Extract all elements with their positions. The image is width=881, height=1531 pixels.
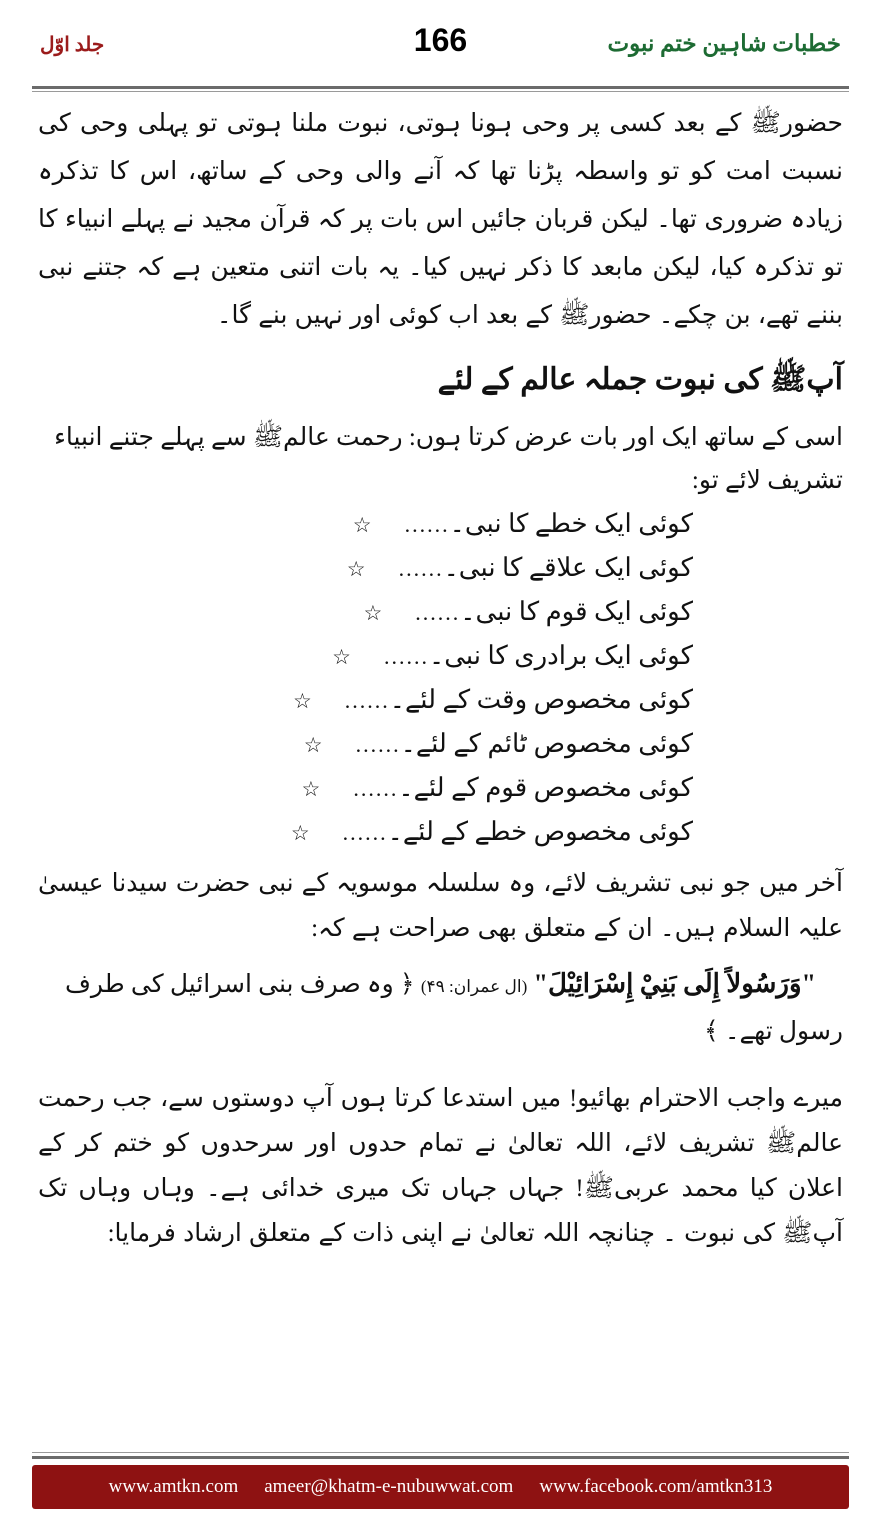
list-item: [38, 729, 843, 759]
star-icon: ☆: [292, 688, 312, 713]
list-item: [38, 553, 843, 583]
list-item: [38, 641, 843, 671]
page-number: 166: [413, 22, 468, 58]
dot-leader: ......: [353, 775, 399, 801]
paragraph-4: میرے واجب الاحترام بھائیو! میں استدعا کرتا ہوں آپ دوستوں سے، جب رحمت عالمﷺ تشریف لائے، اللہ تعالیٰ نے تمام حدوں اور سرحدوں کو ختم کر کے اعلان کیا محمد عربیﷺ! جہاں جہاں تک میری خدائی ہے۔ وہاں وہاں تک آپﷺ کی نبوت ۔ چنانچہ اللہ تعالیٰ نے اپنی ذات کے متعلق ارشاد فرمایا:: [38, 1084, 843, 1247]
header-divider: [32, 86, 849, 89]
section-heading: آپﷺ کی نبوت جملہ عالم کے لئے: [437, 363, 843, 396]
bullet-list: [38, 509, 843, 847]
list-item-label: کوئی ایک علاقے کا نبی۔: [443, 552, 693, 582]
star-icon: ☆: [303, 732, 323, 757]
paragraph-3: آخر میں جو نبی تشریف لائے، وہ سلسلہ موسویہ کے نبی حضرت سیدنا عیسیٰ علیہ السلام ہیں۔ ان کے متعلق بھی صراحت ہے کہ:: [38, 869, 844, 942]
list-item-label: کوئی مخصوص ٹائم کے لئے۔: [400, 728, 693, 758]
footer-email-link[interactable]: ameer@khatm-e-nubuwwat.com: [264, 1476, 514, 1497]
list-item: [38, 817, 843, 847]
list-item: [38, 509, 843, 539]
volume-label: جلد اوّل: [40, 33, 105, 56]
list-item-label: کوئی مخصوص قوم کے لئے۔: [398, 772, 693, 802]
footer-website-link[interactable]: www.amtkn.com: [108, 1476, 239, 1497]
page-header: [40, 18, 841, 70]
quote-arabic-text: "وَرَسُولاً إِلَى بَنِيْ إِسْرَائِيْلَ": [533, 968, 816, 998]
footer-bar: [32, 1465, 849, 1509]
star-icon: ☆: [301, 776, 321, 801]
list-item: [38, 685, 843, 715]
star-icon: ☆: [346, 556, 366, 581]
star-icon: ☆: [332, 644, 351, 669]
dot-leader: ......: [415, 599, 461, 625]
list-item-label: کوئی ایک قوم کا نبی۔: [460, 596, 693, 626]
spacer: [38, 1056, 843, 1076]
list-item: [38, 773, 843, 803]
list-item-label: کوئی ایک برادری کا نبی۔: [428, 640, 693, 670]
star-icon: ☆: [363, 600, 383, 625]
page-content: [38, 100, 843, 1421]
list-item: [38, 597, 843, 627]
footer-divider: [32, 1452, 849, 1453]
list-item-label: کوئی مخصوص وقت کے لئے۔: [389, 684, 693, 714]
dot-leader: ......: [344, 687, 390, 713]
list-item-label: کوئی مخصوص خطے کے لئے۔: [387, 816, 693, 846]
paragraph-1: حضورﷺ کے بعد کسی پر وحی ہونا ہوتی، نبوت ملنا ہوتی تو پہلی وحی کی نسبت امت کو تو واسطہ پڑنا تھا کہ آنے والی وحی کے ساتھ، اس کا تذکرہ زیادہ ضروری تھا۔ لیکن قربان جائیں اس بات پر کہ قرآن مجید نے پہلے انبیاء کا تو تذکرہ کیا، لیکن مابعد کا ذکر نہیں کیا۔ یہ بات اتنی متعین ہے کہ جتنے نبی بننے تھے، بن چکے۔ حضورﷺ کے بعد اب کوئی اور نہیں بنے گا۔: [38, 110, 843, 329]
dot-leader: ......: [355, 731, 401, 757]
dot-leader: ......: [404, 511, 450, 537]
quote-translation: ﴿ وہ صرف بنی اسرائیل کی طرف رسول تھے۔ ﴾: [65, 970, 843, 1046]
star-icon: ☆: [290, 820, 310, 845]
paragraph-2-line-2: تشریف لائے تو:: [691, 466, 843, 494]
dot-leader: ......: [383, 643, 429, 669]
quote-reference: (ال عمران: ۴۹): [420, 976, 528, 996]
paragraph-2: اسی کے ساتھ ایک اور بات عرض کرتا ہوں: رحمت عالمﷺ سے پہلے جتنے انبیاء: [54, 424, 843, 451]
star-icon: ☆: [352, 512, 372, 537]
list-item-label: کوئی ایک خطے کا نبی۔: [449, 508, 693, 538]
dot-leader: ......: [342, 819, 388, 845]
quranic-quote: [38, 959, 843, 1056]
footer-facebook-link[interactable]: www.facebook.com/amtkn313: [539, 1476, 773, 1497]
dot-leader: ......: [398, 555, 444, 581]
book-title: خطبات شاہین ختم نبوت: [607, 31, 841, 56]
